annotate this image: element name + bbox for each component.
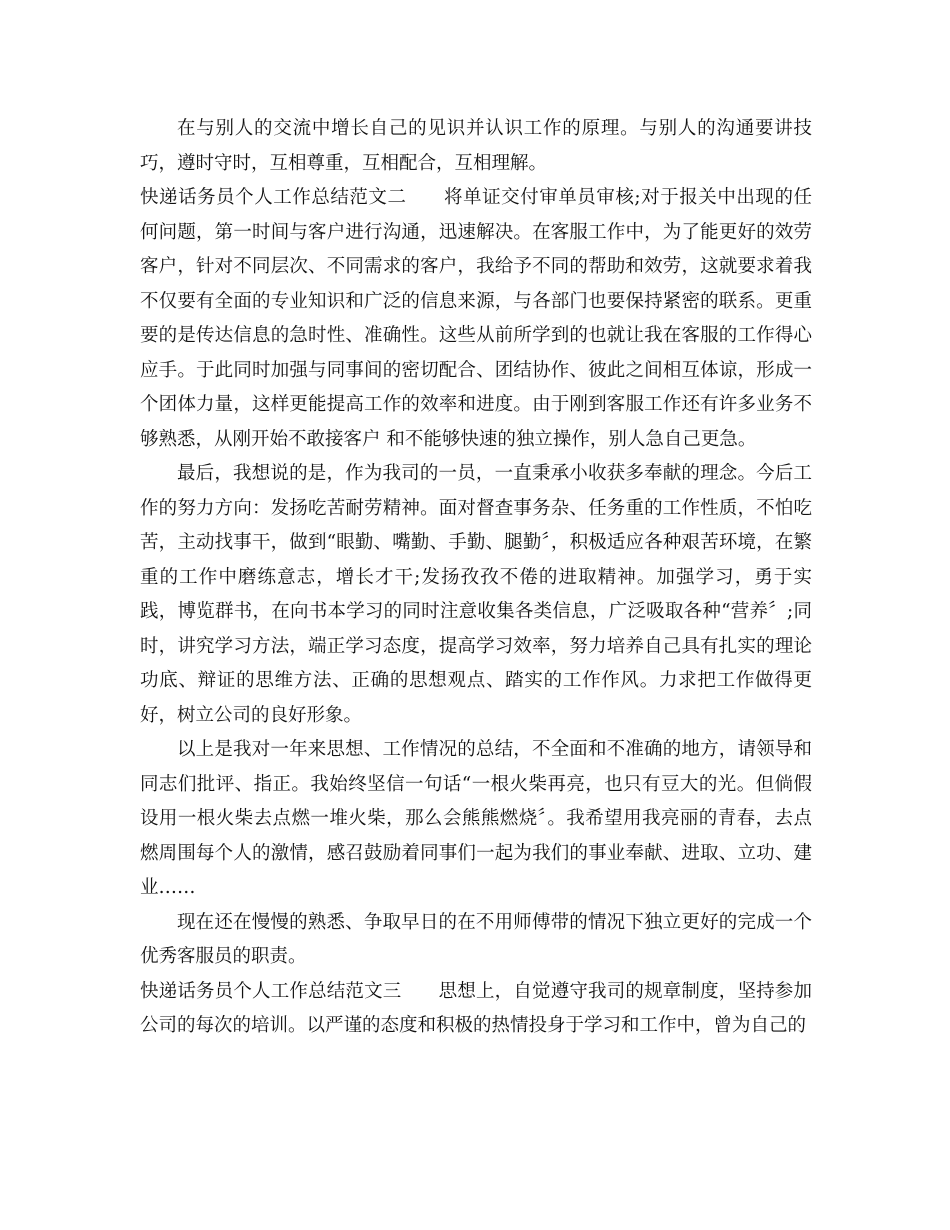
paragraph-3-text: 最后，我想说的是，作为我司的一员，一直秉承小收获多奉献的理念。今后工作的努力方向：发扬吃苦耐劳精神。面对督查事务杂、任务重的工作性质，不怕吃苦，主动找事干，做到“眼勤、嘴勤、手勤、腿勤〞，积极适应各种艰苦环境，在繁重的工作中磨练意志，增长才干;发扬孜孜不倦的进取精神。加强学习，勇于实践，博览群书，在向书本学习的同时注意收集各类信息，广泛吸取各种“营养〞;同时，讲究学习方法，端正学习态度，提高学习效率，努力培养自己具有扎实的理论功底、辩证的思维方法、正确的思想观点、踏实的工作作风。力求把工作做得更好，树立公司的良好形象。 (140, 463, 812, 726)
paragraph-4 (140, 733, 812, 906)
document-page (140, 112, 812, 1044)
paragraph-2-text: 将单证交付审单员审核;对于报关中出现的任何问题，第一时间与客户进行沟通，迅速解决。在客服工作中，为了能更好的效劳客户，针对不同层次、不同需求的客户，我给予不同的帮助和效劳，这就要求着我不仅要有全面的专业知识和广泛的信息来源，与各部门也要保持紧密的联系。更重要的是传达信息的急时性、准确性。这些从前所学到的也就让我在客服的工作得心应手。于此同时加强与同事间的密切配合、团结协作、彼此之间相互体谅，形成一个团体力量，这样更能提高工作的效率和进度。由于刚到客服工作还有许多业务不够熟悉，从刚开始不敢接客户 和不能够快速的独立操作，别人急自己更急。 (140, 187, 812, 450)
paragraph-2 (140, 181, 812, 457)
paragraph-6-text: 思想上，自觉遵守我司的规章制度，坚持参加公司的每次的培训。以严谨的态度和积极的热情投身于学习和工作中，曾为自己的 (140, 980, 812, 1036)
paragraph-5-text: 现在还在慢慢的熟悉、争取早日的在不用师傅带的情况下独立更好的完成一个优秀客服员的职责。 (140, 911, 812, 967)
paragraph-4-text: 以上是我对一年来思想、工作情况的总结，不全面和不准确的地方，请领导和同志们批评、指正。我始终坚信一句话“一根火柴再亮，也只有豆大的光。但倘假设用一根火柴去点燃一堆火柴，那么会熊熊燃烧〞。我希望用我亮丽的青春，去点燃周围每个人的激情，感召鼓励着同事们一起为我们的事业奉献、进取、立功、建业…… (140, 739, 812, 898)
paragraph-1-text: 在与别人的交流中增长自己的见识并认识工作的原理。与别人的沟通要讲技巧，遵时守时，互相尊重，互相配合，互相理解。 (140, 118, 812, 174)
section-heading-3: 快递话务员个人工作总结范文三 (140, 980, 402, 1002)
section-heading-2: 快递话务员个人工作总结范文二 (140, 187, 407, 208)
paragraph-5 (140, 906, 812, 975)
paragraph-1 (140, 112, 812, 181)
paragraph-6 (140, 975, 812, 1044)
paragraph-3 (140, 457, 812, 733)
